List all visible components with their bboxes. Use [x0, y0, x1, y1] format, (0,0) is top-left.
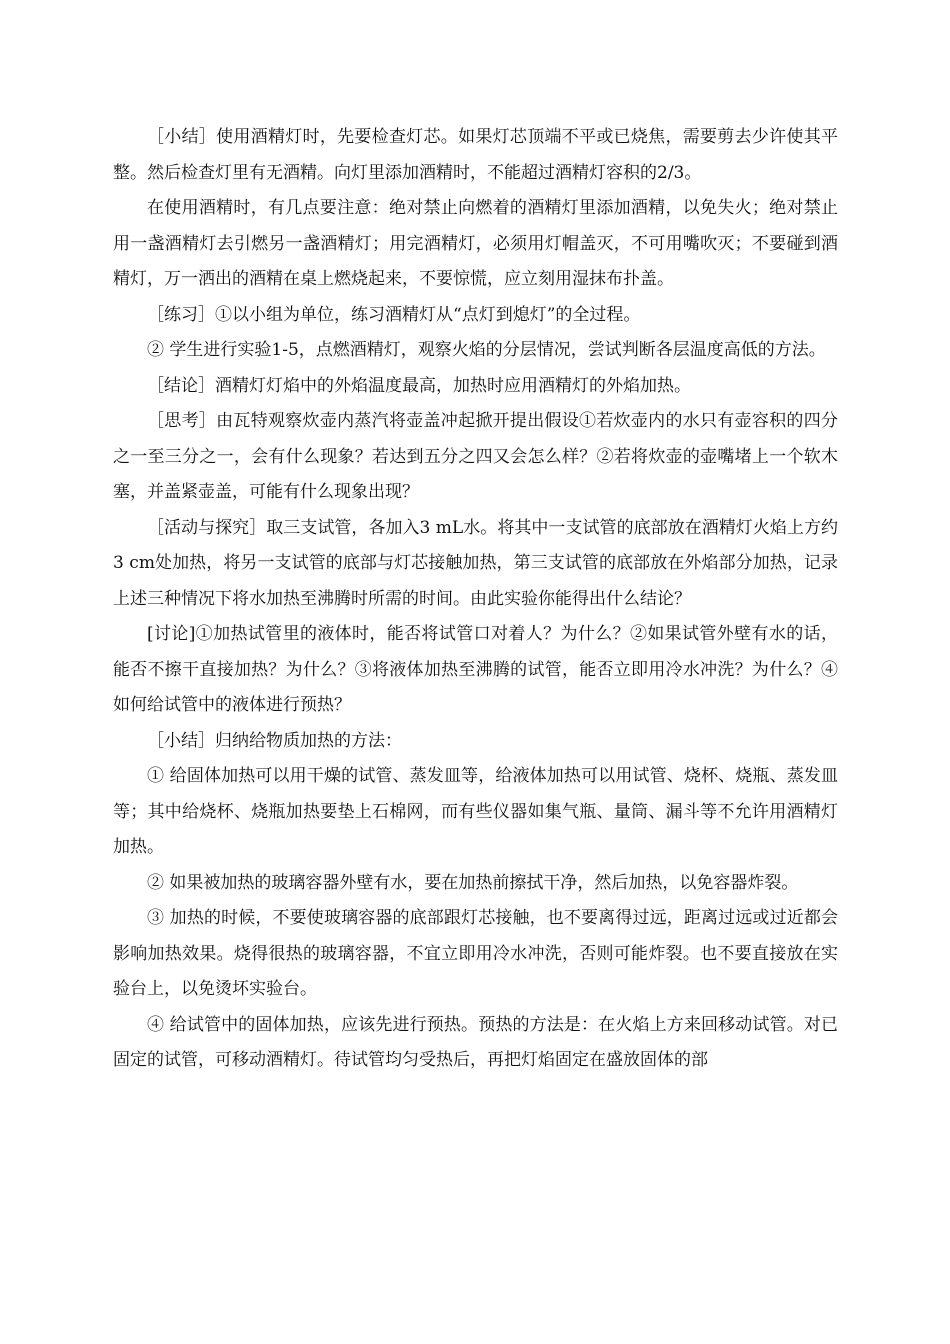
- paragraph-practice-1: ［练习］①以小组为单位，练习酒精灯从“点灯到熄灯”的全过程。: [147, 304, 641, 325]
- paragraph-summary-alcohol-lamp: ［小结］使用酒精灯时，先要检查灯芯。如果灯芯顶端不平或已烧焦，需要剪去少许使其平整。然后检查灯里有无酒精。向灯里添加酒精时，不能超过酒精灯容积的2/3。: [113, 127, 838, 183]
- paragraph-activity-inquiry: ［活动与探究］取三支试管，各加入3 mL水。将其中一支试管的底部放在酒精灯火焰上方约3 cm处加热，将另一支试管的底部与灯芯接触加热，第三支试管的底部放在外焰部分加热，记录上述三种情况下将水加热至沸腾时所需的时间。由此实验你能得出什么结论？: [113, 517, 838, 609]
- paragraph-thinking: ［思考］由瓦特观察炊壶内蒸汽将壶盖冲起掀开提出假设①若炊壶内的水只有壶容积的四分之一至三分之一，会有什么现象？若达到五分之四又会怎么样？②若将炊壶的壶嘴堵上一个软木塞，并盖紧壶盖，可能有什么现象出现？: [113, 411, 838, 502]
- paragraph-conclusion: ［结论］酒精灯灯焰中的外焰温度最高，加热时应用酒精灯的外焰加热。: [147, 375, 691, 396]
- paragraph-discussion: [讨论]①加热试管里的液体时，能否将试管口对着人？为什么？②如果试管外壁有水的话，能否不擦干直接加热？为什么？③将液体加热至沸腾的试管，能否立即用冷水冲洗？为什么？④如何给试管中的液体进行预热？: [113, 624, 838, 715]
- paragraph-practice-2: ② 学生进行实验1-5，点燃酒精灯，观察火焰的分层情况，尝试判断各层温度高低的方法。: [147, 340, 826, 360]
- paragraph-heating-method-4: ④ 给试管中的固体加热，应该先进行预热。预热的方法是：在火焰上方来回移动试管。对已固定的试管，可移动酒精灯。待试管均匀受热后，再把灯焰固定在盛放固体的部: [113, 1014, 838, 1070]
- document-body: [113, 120, 838, 1079]
- paragraph-safety-notes: 在使用酒精时，有几点要注意：绝对禁止向燃着的酒精灯里添加酒精，以免失火；绝对禁止用一盏酒精灯去引燃另一盏酒精灯；用完酒精灯，必须用灯帽盖灭，不可用嘴吹灭；不要碰到酒精灯，万一洒出的酒精在桌上燃烧起来，不要惊慌，应立刻用湿抹布扑盖。: [113, 198, 838, 289]
- paragraph-heating-method-2: ② 如果被加热的玻璃容器外壁有水，要在加热前擦拭干净，然后加热，以免容器炸裂。: [147, 872, 799, 893]
- paragraph-heating-method-1: ① 给固体加热可以用干燥的试管、蒸发皿等，给液体加热可以用试管、烧杯、烧瓶、蒸发皿等；其中给烧杯、烧瓶加热要垫上石棉网，而有些仪器如集气瓶、量筒、漏斗等不允许用酒精灯加热。: [113, 766, 838, 857]
- paragraph-summary-heating: ［小结］归纳给物质加热的方法：: [147, 730, 402, 751]
- paragraph-heating-method-3: ③ 加热的时候，不要使玻璃容器的底部跟灯芯接触，也不要离得过远，距离过远或过近都会影响加热效果。烧得很热的玻璃容器，不宜立即用冷水冲洗，否则可能炸裂。也不要直接放在实验台上，以免烫坏实验台。: [113, 908, 838, 999]
